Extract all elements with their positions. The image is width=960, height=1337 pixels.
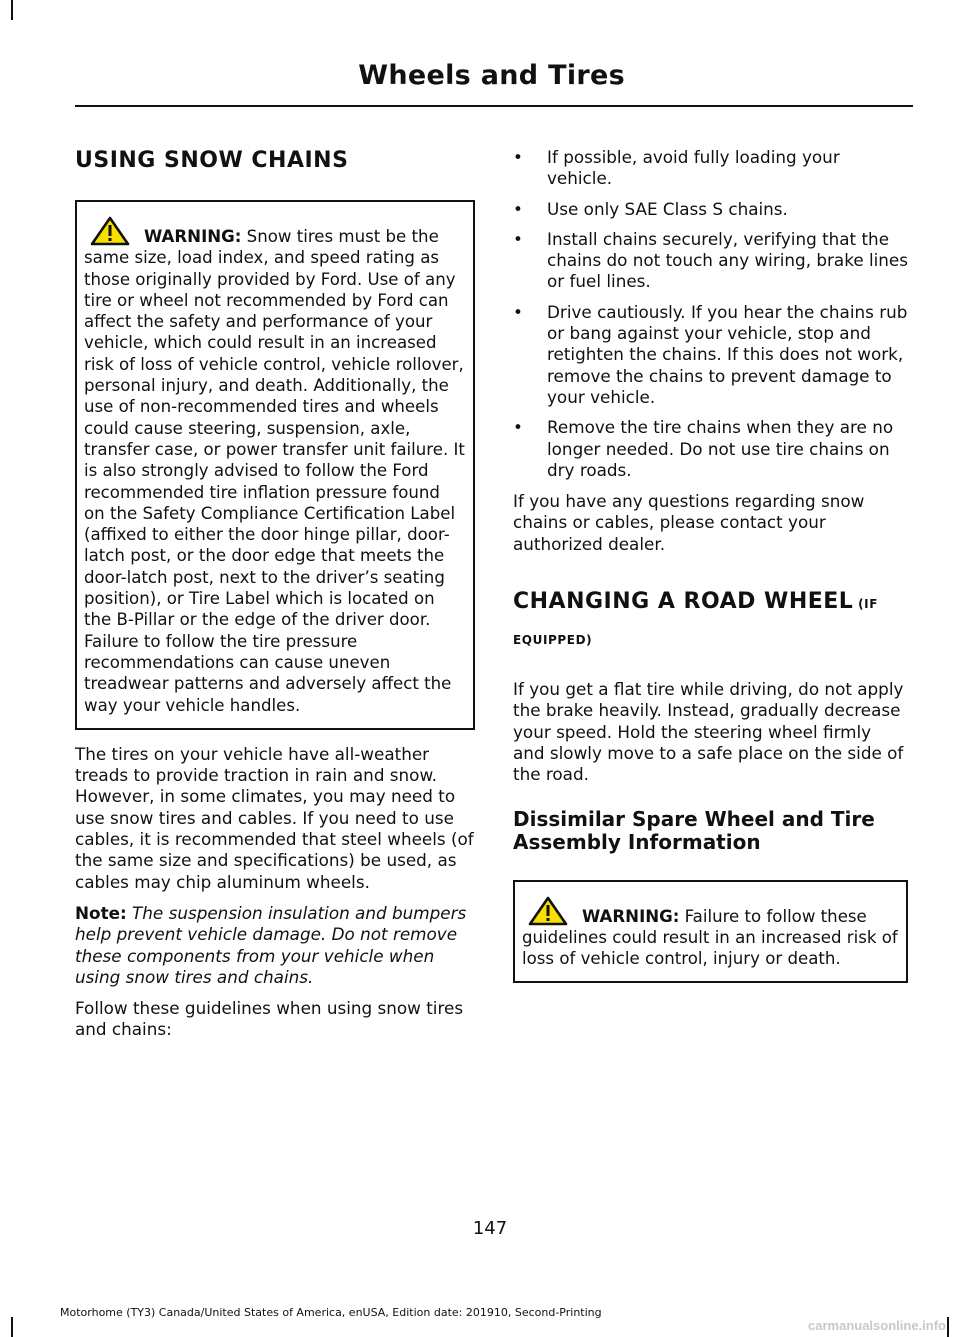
warning-label: WARNING: bbox=[582, 906, 680, 926]
warning-triangle-icon bbox=[90, 216, 140, 246]
warning-triangle-icon bbox=[528, 896, 578, 926]
note-paragraph bbox=[75, 903, 475, 988]
bullet-icon: • bbox=[513, 301, 523, 322]
right-column bbox=[513, 147, 908, 983]
warning-box-spare-wheel bbox=[513, 880, 908, 984]
paragraph-flat-tire: If you get a flat tire while driving, do not apply the brake heavily. Instead, gradually decrease your speed. Hold the steering wheel firmly and slowly move to a safe place on the side of the road. bbox=[513, 679, 904, 785]
footer-edition-text: Motorhome (TY3) Canada/United States of America, enUSA, Edition date: 201910, Second-Printing bbox=[60, 1306, 602, 1319]
list-item bbox=[513, 417, 908, 481]
subsection-title-spare-wheel: Dissimilar Spare Wheel and Tire Assembly Information bbox=[513, 806, 875, 854]
note-label: Note: bbox=[75, 902, 127, 923]
section-title-main: CHANGING A ROAD WHEEL bbox=[513, 589, 854, 615]
paragraph-questions: If you have any questions regarding snow chains or cables, please contact your authorized dealer. bbox=[513, 491, 865, 554]
left-column bbox=[75, 144, 475, 1051]
section-title-snow-chains: USING SNOW CHAINS bbox=[75, 148, 349, 173]
section-title-suffix: (IF EQUIPPED) bbox=[513, 597, 879, 648]
list-item-text: Remove the tire chains when they are no longer needed. Do not use tire chains on dry roads. bbox=[547, 417, 894, 480]
list-item bbox=[513, 229, 908, 293]
list-item-text: Install chains securely, verifying that the chains do not touch any wiring, brake lines or fuel lines. bbox=[547, 228, 909, 292]
crop-mark-top-left bbox=[11, 0, 13, 20]
page-header-title: Wheels and Tires bbox=[358, 60, 625, 91]
section-title-changing-wheel bbox=[513, 585, 908, 657]
watermark: carmanualsonline.info bbox=[808, 1318, 946, 1333]
bullet-icon: • bbox=[513, 417, 523, 438]
warning-box-snow-tires bbox=[75, 200, 475, 730]
paragraph-guidelines-intro: Follow these guidelines when using snow tires and chains: bbox=[75, 998, 464, 1040]
warning-label: WARNING: bbox=[144, 227, 242, 246]
bullet-icon: • bbox=[513, 198, 523, 219]
list-item bbox=[513, 147, 908, 190]
list-item-text: Use only SAE Class S chains. bbox=[547, 198, 788, 219]
note-text: The suspension insulation and bumpers help prevent vehicle damage. Do not remove these components from your vehicle when using snow tires and chains. bbox=[75, 902, 467, 987]
paragraph-all-weather: The tires on your vehicle have all-weather treads to provide traction in rain and snow. However, in some climates, you may need to use snow tires and cables. If you need to use cables, it is recommended that steel wheels (of the same size and specifications) be used, as cables may chip aluminum wheels. bbox=[75, 743, 474, 892]
guideline-list bbox=[513, 147, 908, 481]
list-item bbox=[513, 199, 908, 220]
crop-mark-bottom-left bbox=[11, 1317, 13, 1337]
page-number: 147 bbox=[472, 1218, 508, 1239]
warning-text: Failure to follow these guidelines could result in an increased risk of loss of vehicle control, injury or death. bbox=[522, 906, 898, 969]
crop-mark-bottom-right bbox=[947, 1317, 949, 1337]
bullet-icon: • bbox=[513, 147, 523, 167]
warning-text: Snow tires must be the same size, load index, and speed rating as those originally provided by Ford. Use of any tire or wheel not recommended by Ford can affect the safety and performance of your vehicle, which could result in an increased risk of loss of vehicle control, vehicle rollover, personal injury, and death. Additionally, the use of non-recommended tires and wheels could cause steering, suspension, axle, transfer case, or power transfer unit failure. It is also strongly advised to follow the Ford recommended tire inflation pressure found on the Safety Compliance Certification Label (affixed to either the door hinge pillar, door-latch post, or the door edge that meets the door-latch post, next to the driver’s seating position), or Tire Label which is located on the B-Pillar or the edge of the driver door. Failure to follow the tire pressure recommendations can cause uneven treadwear patterns and adversely affect the way your vehicle handles. bbox=[84, 227, 465, 715]
list-item bbox=[513, 302, 908, 408]
list-item-text: Drive cautiously. If you hear the chains rub or bang against your vehicle, stop and retighten the chains. If this does not work, remove the chains to prevent damage to your vehicle. bbox=[547, 301, 908, 407]
header-rule bbox=[75, 105, 913, 107]
bullet-icon: • bbox=[513, 228, 523, 249]
list-item-text: If possible, avoid fully loading your vehicle. bbox=[547, 147, 840, 189]
